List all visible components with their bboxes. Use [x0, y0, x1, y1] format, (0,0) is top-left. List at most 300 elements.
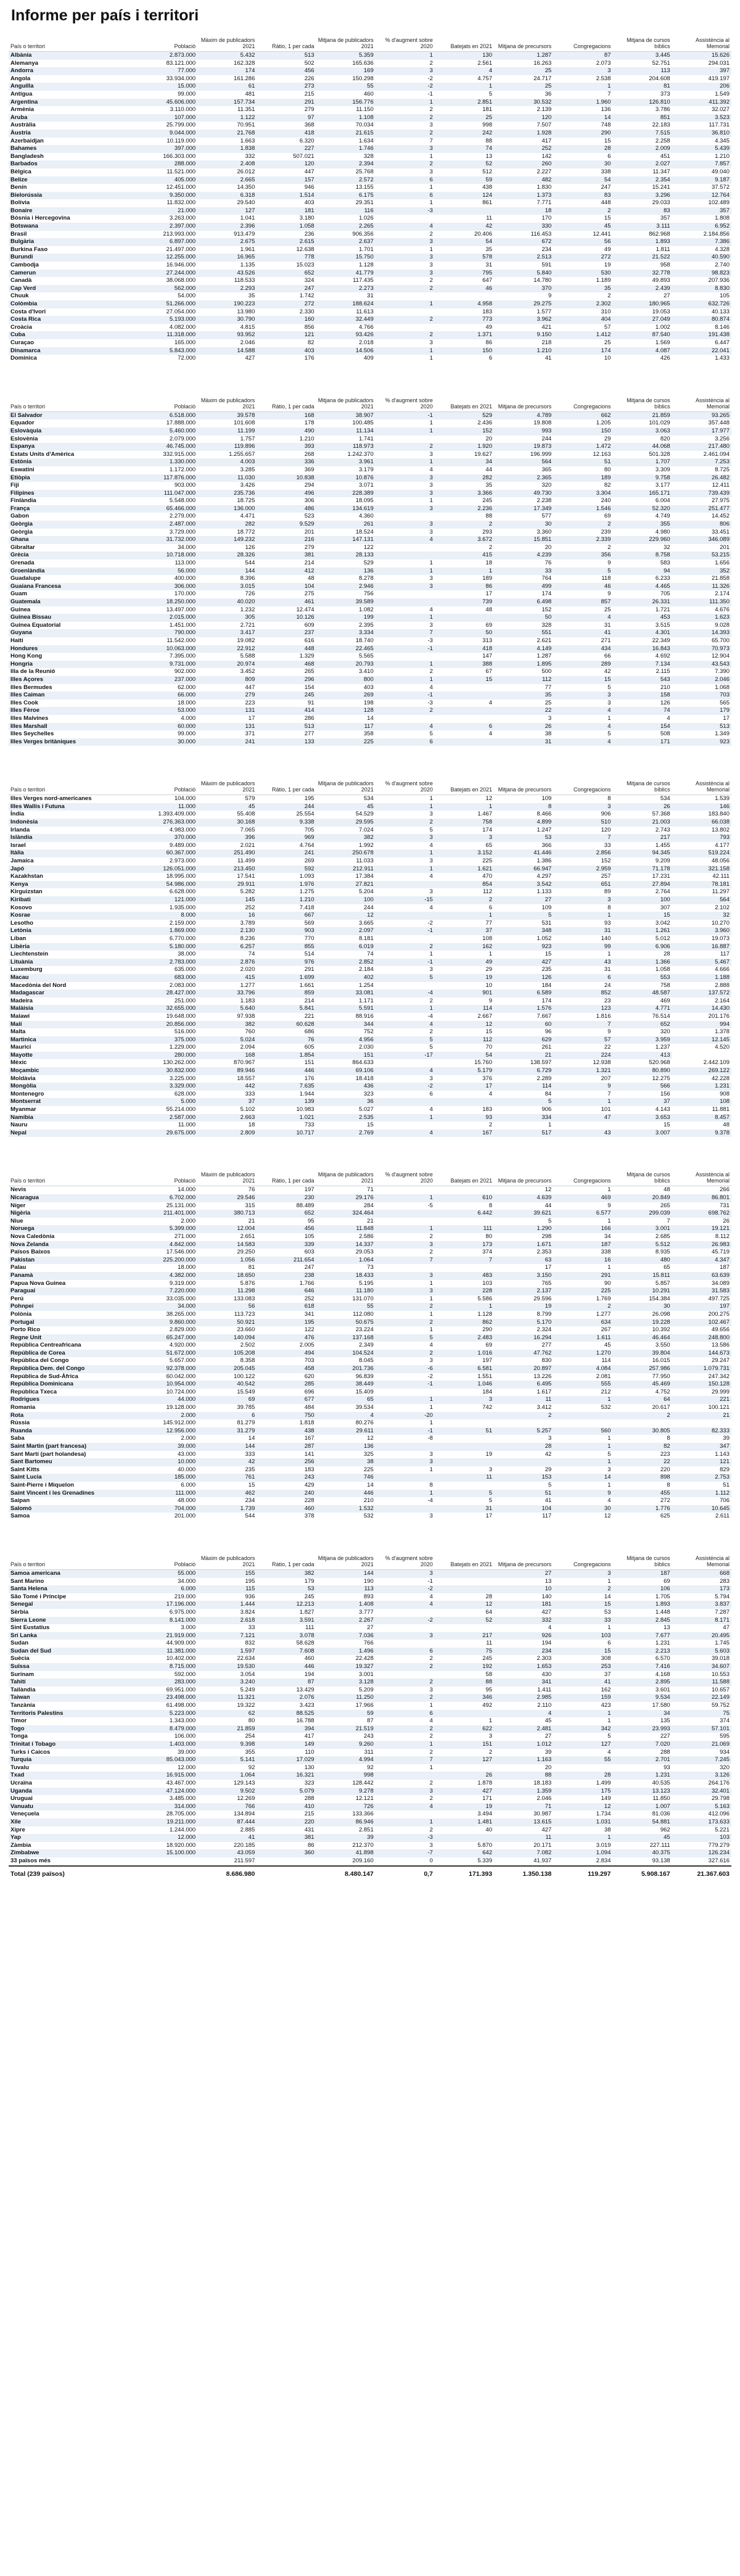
value-cell: 28 [553, 1772, 612, 1780]
value-cell: 3 [376, 1632, 435, 1640]
table-row [9, 959, 731, 967]
value-cell: 20.617 [613, 1404, 672, 1412]
value-cell: 92.378.000 [138, 1365, 197, 1373]
value-cell: 205.045 [197, 1365, 257, 1373]
value-cell: 2.829.000 [138, 1326, 197, 1334]
value-cell: 595 [672, 1733, 731, 1741]
value-cell: 149.232 [197, 536, 257, 544]
value-cell: 156.776 [316, 99, 376, 107]
value-cell: 8 [553, 795, 612, 803]
value-cell: 153 [494, 1474, 553, 1482]
table-row [9, 1396, 731, 1404]
value-cell: 34.607 [672, 1663, 731, 1671]
value-cell: -2 [376, 83, 435, 91]
value-cell: 1 [376, 951, 435, 959]
value-cell: 481 [197, 91, 257, 99]
value-cell: 3 [376, 1075, 435, 1083]
value-cell: 369 [257, 466, 316, 474]
value-cell: 483 [435, 1272, 494, 1280]
value-cell: 698.762 [672, 1210, 731, 1218]
value-cell: 130 [257, 1764, 316, 1772]
value-cell: 49.730 [494, 490, 553, 498]
value-cell: 2.005 [257, 1342, 316, 1350]
value-cell: 18.183 [494, 1780, 553, 1788]
value-cell: 9 [553, 1202, 612, 1210]
value-cell: 14.780 [494, 277, 553, 285]
table-row [9, 1435, 731, 1443]
table-row [9, 262, 731, 270]
value-cell: 104 [257, 583, 316, 591]
country-name-cell: Libèria [9, 943, 138, 951]
value-cell: 396 [197, 834, 257, 842]
table-row [9, 1357, 731, 1365]
value-cell: -2 [376, 75, 435, 83]
value-cell: 213.450 [197, 865, 257, 873]
value-cell: 29.250 [197, 1249, 257, 1257]
value-cell [435, 707, 494, 715]
value-cell: 2.436 [435, 419, 494, 427]
value-cell: 69 [197, 1396, 257, 1404]
value-cell: 9 [553, 590, 612, 598]
value-cell: 854 [435, 881, 494, 889]
value-cell: 162 [435, 943, 494, 951]
value-cell: 760 [197, 1028, 257, 1036]
value-cell: 3.445 [613, 52, 672, 60]
value-cell: 34.089 [672, 1280, 731, 1288]
country-name-cell: Liechtenstein [9, 951, 138, 959]
country-name-cell: Bahames [9, 145, 138, 153]
value-cell: 758 [613, 982, 672, 990]
value-cell: 4.149 [494, 645, 553, 653]
value-cell: 1.976 [257, 881, 316, 889]
country-name-cell: Yap [9, 1834, 138, 1842]
table-row [9, 590, 731, 598]
value-cell: 2 [376, 106, 435, 114]
value-cell: 117.731 [672, 122, 731, 130]
column-header-row [9, 772, 731, 795]
country-name-cell: Hondures [9, 645, 138, 653]
value-cell: 6.975.000 [138, 1609, 197, 1617]
value-cell: 184 [435, 1389, 494, 1397]
value-cell: 766 [197, 1803, 257, 1811]
value-cell: 2 [553, 521, 612, 529]
country-name-cell: Trinitat i Tobago [9, 1741, 138, 1749]
value-cell: 131 [197, 707, 257, 715]
value-cell: 447 [257, 168, 316, 176]
value-cell: 861 [435, 199, 494, 207]
value-cell: 5.170 [494, 1319, 553, 1327]
country-name-cell: Madeira [9, 997, 138, 1005]
section-spacer [9, 1521, 731, 1546]
value-cell: 211.654 [257, 1257, 316, 1265]
value-cell: 12.000 [138, 1834, 197, 1842]
value-cell: 5 [553, 1733, 612, 1741]
value-cell: 10.270 [672, 920, 731, 928]
value-cell: 29 [435, 966, 494, 974]
value-cell: 50.675 [316, 1319, 376, 1327]
column-header: Ràtio, 1 per cada [257, 389, 316, 412]
value-cell: 11.499 [197, 857, 257, 865]
column-header: Assistència al Memorial [672, 1546, 731, 1570]
value-cell: 227.111 [613, 1842, 672, 1850]
country-name-cell: Lituània [9, 959, 138, 967]
value-cell: 4.297 [494, 873, 553, 881]
value-cell: 20.793 [316, 661, 376, 669]
value-cell: 3.515 [613, 622, 672, 630]
value-cell: 15 [613, 912, 672, 920]
value-cell: 856 [257, 324, 316, 332]
value-cell: 98.823 [672, 270, 731, 278]
value-cell: 9.489.000 [138, 842, 197, 850]
value-cell: 174 [494, 590, 553, 598]
table-row [9, 1381, 731, 1389]
value-cell: 77 [494, 684, 553, 692]
table-row [9, 490, 731, 498]
value-cell: 23 [553, 997, 612, 1005]
value-cell: 8.045 [316, 1357, 376, 1365]
value-cell: 430 [494, 1671, 553, 1679]
value-cell: 91 [257, 700, 316, 708]
table-row [9, 951, 731, 959]
value-cell: 133.366 [316, 1810, 376, 1818]
value-cell: 19.530 [197, 1663, 257, 1671]
value-cell: 2.130 [197, 927, 257, 935]
value-cell: 731 [672, 1202, 731, 1210]
value-cell: 328 [494, 622, 553, 630]
country-name-cell: Uganda [9, 1788, 138, 1796]
value-cell: 30.832.000 [138, 1067, 197, 1075]
value-cell: 13.226 [494, 1373, 553, 1381]
value-cell: 279 [257, 106, 316, 114]
value-cell: 4.899 [494, 819, 553, 827]
value-cell: 27 [494, 1569, 553, 1577]
country-name-cell: Tuvalu [9, 1764, 138, 1772]
value-cell [435, 1569, 494, 1577]
table-row [9, 1710, 731, 1718]
value-cell: 4 [553, 1497, 612, 1505]
value-cell: 403 [316, 684, 376, 692]
value-cell: 1.349 [672, 730, 731, 738]
value-cell: 27.054.000 [138, 308, 197, 316]
value-cell: 45 [613, 1834, 672, 1842]
value-cell: 104 [494, 1505, 553, 1513]
value-cell: 17.966 [316, 1702, 376, 1710]
value-cell: 308 [553, 1655, 612, 1663]
country-name-cell: Grècia [9, 551, 138, 559]
value-cell: 141 [257, 1451, 316, 1459]
table-row [9, 347, 731, 355]
value-cell: 397.000 [138, 145, 197, 153]
value-cell: 61 [197, 83, 257, 91]
value-cell: 150 [435, 347, 494, 355]
value-cell: 2.851 [435, 99, 494, 107]
country-name-cell: Botswana [9, 223, 138, 231]
value-cell: 46.464 [613, 1334, 672, 1342]
value-cell: 5 [376, 730, 435, 738]
value-cell: 3.054 [197, 1671, 257, 1679]
value-cell: 37 [613, 1098, 672, 1106]
value-cell: 1.329 [257, 653, 316, 661]
value-cell: 647 [435, 277, 494, 285]
value-cell: 39 [494, 1749, 553, 1757]
value-cell: 52 [435, 1617, 494, 1625]
value-cell: 80.890 [613, 1067, 672, 1075]
value-cell: 53 [257, 1585, 316, 1593]
value-cell: 54.881 [613, 1818, 672, 1827]
column-header: País o territori [9, 28, 138, 52]
value-cell: 8.457 [672, 1114, 731, 1122]
value-cell: 2.586 [316, 1233, 376, 1241]
country-name-cell: Lesotho [9, 920, 138, 928]
table-row [9, 1225, 731, 1233]
value-cell: 12.121 [316, 1795, 376, 1803]
value-cell: 12.000 [138, 1764, 197, 1772]
value-cell: 1.944 [257, 1091, 316, 1099]
value-cell: 4.749 [613, 513, 672, 521]
value-cell: 113 [613, 67, 672, 75]
value-cell: 5.603 [672, 1648, 731, 1656]
value-cell [376, 715, 435, 723]
value-cell: 3.494 [435, 1810, 494, 1818]
value-cell: 22.912 [197, 645, 257, 653]
value-cell: 1.766 [257, 1280, 316, 1288]
value-cell: 105.208 [197, 1350, 257, 1358]
value-cell: 57.101 [672, 1725, 731, 1733]
country-name-cell: Xipre [9, 1827, 138, 1835]
value-cell: 3 [376, 811, 435, 819]
value-cell: 2 [376, 285, 435, 293]
value-cell: 194 [257, 1671, 316, 1679]
table-row [9, 1505, 731, 1513]
value-cell: 1 [376, 52, 435, 60]
value-cell: 8.479.000 [138, 1725, 197, 1733]
value-cell: 543 [613, 676, 672, 684]
value-cell: 65 [435, 842, 494, 850]
value-cell: 1.721 [613, 606, 672, 614]
value-cell: 370 [494, 285, 553, 293]
value-cell: 187 [553, 1241, 612, 1249]
table-row [9, 598, 731, 606]
value-cell: 149 [257, 1741, 316, 1749]
value-cell [494, 1458, 553, 1466]
value-cell: 26 [435, 1772, 494, 1780]
value-cell [494, 1419, 553, 1427]
table-row [9, 1849, 731, 1857]
value-cell: 1.093 [257, 873, 316, 881]
value-cell: 1 [376, 559, 435, 568]
value-cell: 2 [494, 1412, 553, 1420]
value-cell: 117 [494, 1513, 553, 1521]
value-cell: 29.911 [197, 881, 257, 889]
value-cell: 41.937 [494, 1857, 553, 1866]
value-cell: 18.433 [316, 1272, 376, 1280]
value-cell: 2.159.000 [138, 920, 197, 928]
value-cell: 1 [553, 1710, 612, 1718]
value-cell: 620 [257, 1373, 316, 1381]
value-cell: 75 [435, 1648, 494, 1656]
value-cell: 3 [376, 238, 435, 246]
column-header: Màxim de publicadors 2021 [197, 1546, 257, 1570]
value-cell: 1.393.409.000 [138, 811, 197, 819]
value-cell: 94.345 [613, 849, 672, 857]
country-name-cell: Geòrgia [9, 529, 138, 537]
value-cell: 121 [672, 1458, 731, 1466]
value-cell: -1 [376, 91, 435, 99]
value-cell: 10.000 [138, 1458, 197, 1466]
value-cell: 29.540 [197, 199, 257, 207]
value-cell: 83 [553, 192, 612, 200]
value-cell: 12.255.000 [138, 254, 197, 262]
column-header: Assistència al Memorial [672, 1163, 731, 1186]
value-cell: 7.287 [672, 1609, 731, 1617]
value-cell: 108 [672, 1098, 731, 1106]
value-cell: 564 [494, 458, 553, 466]
value-cell: 39.000 [138, 1443, 197, 1451]
value-cell: 1 [435, 803, 494, 811]
value-cell: 66.038 [672, 819, 731, 827]
value-cell: 1.275 [257, 888, 316, 896]
value-cell: 168 [257, 411, 316, 419]
value-cell: 17.888.000 [138, 419, 197, 427]
value-cell: 221 [672, 1396, 731, 1404]
value-cell: 21.615 [316, 130, 376, 138]
value-cell: 114 [435, 1005, 494, 1013]
value-cell: 179 [257, 1578, 316, 1586]
value-cell: 1 [376, 1396, 435, 1404]
value-cell: 24.717 [494, 75, 553, 83]
country-name-cell: Pohnpei [9, 1303, 138, 1311]
value-cell: 1.343.000 [138, 1717, 197, 1725]
table-row [9, 653, 731, 661]
value-cell: 1.827 [257, 1609, 316, 1617]
value-cell: 412.096 [672, 1810, 731, 1818]
value-cell [435, 1264, 494, 1272]
value-cell: 18.557 [197, 1075, 257, 1083]
value-cell: 2.349 [316, 1342, 376, 1350]
country-name-cell: Niue [9, 1218, 138, 1226]
value-cell: 90 [553, 1280, 612, 1288]
value-cell: 191.438 [672, 331, 731, 339]
country-name-cell: Montenegro [9, 1091, 138, 1099]
country-name-cell: Sudan del Sud [9, 1648, 138, 1656]
value-cell: 21.859 [197, 1725, 257, 1733]
value-cell: 45 [316, 803, 376, 811]
value-cell: 1.231 [613, 1772, 672, 1780]
value-cell: 311 [316, 1749, 376, 1757]
value-cell: 6 [553, 1640, 612, 1648]
country-name-cell: Hong Kong [9, 653, 138, 661]
value-cell: 142 [494, 153, 553, 161]
value-cell: 4.994 [316, 1756, 376, 1764]
total-value: 21.367.603 [672, 1866, 731, 1881]
column-header: Assistència al Memorial [672, 772, 731, 795]
value-cell: 3.591 [257, 1617, 316, 1625]
value-cell: 53.215 [672, 551, 731, 559]
value-cell: 605 [257, 1044, 316, 1052]
value-cell: 6.952 [672, 223, 731, 231]
country-name-cell: Sant Martí (part holandesa) [9, 1451, 138, 1459]
value-cell [376, 308, 435, 316]
value-cell: 152 [435, 427, 494, 436]
country-name-cell: Veneçuela [9, 1810, 138, 1818]
value-cell: -1 [376, 1578, 435, 1586]
table-row [9, 1059, 731, 1067]
value-cell: 225 [435, 857, 494, 865]
value-cell: 2 [376, 331, 435, 339]
value-cell: 3.309 [613, 466, 672, 474]
value-cell: 375.000 [138, 1036, 197, 1044]
value-cell: 10.645 [672, 1505, 731, 1513]
value-cell: 218 [494, 339, 553, 347]
table-row [9, 1810, 731, 1818]
table-row [9, 873, 731, 881]
column-header: Màxim de publicadors 2021 [197, 389, 257, 412]
value-cell: 135 [613, 1717, 672, 1725]
value-cell: 211.401.000 [138, 1210, 197, 1218]
value-cell: 2.740 [672, 262, 731, 270]
value-cell: 2 [553, 544, 612, 552]
value-cell: 17.349 [494, 505, 553, 513]
value-cell: 9.398 [197, 1741, 257, 1749]
value-cell: 234 [494, 246, 553, 254]
country-name-cell: Nauru [9, 1121, 138, 1129]
value-cell: 53.000 [138, 707, 197, 715]
value-cell: 14 [316, 1482, 376, 1490]
value-cell: 5.141 [197, 1756, 257, 1764]
value-cell: 34 [553, 1233, 612, 1241]
value-cell: 54.529 [316, 811, 376, 819]
value-cell: 11.030 [197, 474, 257, 482]
value-cell: 29.596 [494, 1295, 553, 1303]
country-name-cell: Nigèria [9, 1210, 138, 1218]
value-cell: 30.168 [197, 819, 257, 827]
value-cell: 59 [316, 1710, 376, 1718]
value-cell: 95 [257, 1218, 316, 1226]
value-cell: 46 [553, 583, 612, 591]
value-cell: 30 [494, 521, 553, 529]
country-name-cell: Kirguizstan [9, 888, 138, 896]
country-name-cell: Bèlgica [9, 168, 138, 176]
value-cell: 70.951 [197, 122, 257, 130]
value-cell: 5.204 [316, 888, 376, 896]
value-cell: 1 [376, 1764, 435, 1772]
value-cell: 124 [435, 192, 494, 200]
value-cell [376, 1264, 435, 1272]
country-name-cell: Benín [9, 184, 138, 192]
value-cell: 144 [197, 568, 257, 576]
table-row [9, 184, 731, 192]
value-cell: 19.322 [197, 1702, 257, 1710]
country-name-cell: Geòrgia [9, 521, 138, 529]
value-cell: 93.265 [672, 411, 731, 419]
value-cell: 129.143 [197, 1780, 257, 1788]
value-cell: 1.472 [553, 443, 612, 451]
value-cell: 17 [435, 1513, 494, 1521]
table-row [9, 1404, 731, 1412]
value-cell: 998 [435, 122, 494, 130]
value-cell: 1.330.000 [138, 458, 197, 466]
value-cell: -15 [376, 896, 435, 904]
value-cell: 2.227 [494, 168, 553, 176]
value-cell: 800 [316, 676, 376, 684]
value-cell: 32.027 [672, 106, 731, 114]
value-cell: 173.633 [672, 1818, 731, 1827]
value-cell: 2.046 [197, 339, 257, 347]
value-cell: 11.832.000 [138, 199, 197, 207]
value-cell: 3.653 [613, 1114, 672, 1122]
value-cell: 15.811 [613, 1272, 672, 1280]
value-cell: 275 [257, 590, 316, 598]
